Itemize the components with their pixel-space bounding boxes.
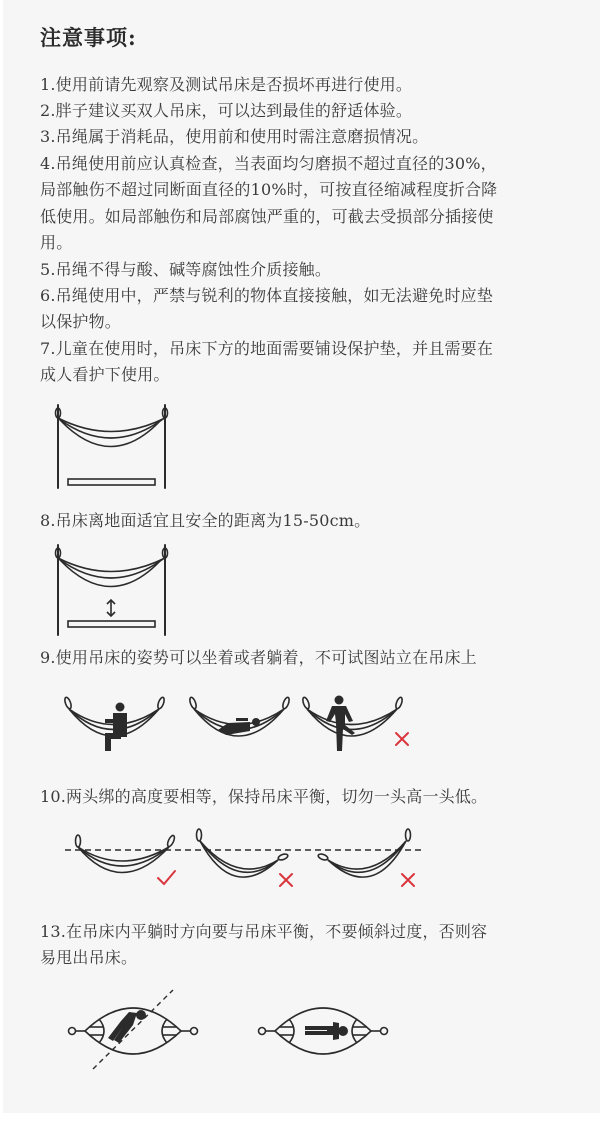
item-2-line-1: 2.胖子建议买双人吊床，可以达到最佳的舒适体验。 [40,101,413,120]
straight-lying-top-view-icon [259,1008,388,1054]
item-13-line-2: 易甩出吊床。 [40,948,138,967]
standing-in-hammock-icon [302,696,404,752]
item-9-line-1: 9.使用吊床的姿势可以坐着或者躺着，不可试图站立在吊床上 [40,648,477,667]
item-3-line-1: 3.吊绳属于消耗品，使用前和使用时需注意磨损情况。 [40,127,429,146]
item-4-line-4: 用。 [40,233,73,252]
vertical-double-arrow-icon [107,600,115,616]
item-7-line-2: 成人看护下使用。 [40,365,170,384]
hammock-postures-icon-row [63,695,423,760]
tilted-lying-top-view-icon [69,990,198,1069]
correct-mark-icon [158,871,175,884]
item-13-line-1: 13.在吊床内平躺时方向要与吊床平衡，不要倾斜过度，否则容 [40,922,488,941]
lying-in-hammock-icon [189,697,291,736]
item-10-line-1: 10.两头绑的高度要相等，保持吊床平衡，切勿一头高一头低。 [40,787,488,806]
item-5-line-1: 5.吊绳不得与酸、碱等腐蚀性介质接触。 [40,260,332,279]
hammock-ground-pad-icon [53,405,173,495]
left-high-hammock-icon [197,829,289,877]
item-4-line-2: 局部触伤不超过同断面直径的10%时，可按直径缩减程度折合降 [40,180,498,199]
item-4-line-3: 低使用。如局部触伤和局部腐蚀严重的，可截去受损部分插接使 [40,207,494,226]
sitting-in-hammock-icon [64,697,166,751]
right-high-hammock-icon [317,829,410,877]
item-8-line-1: 8.吊床离地面适宜且安全的距离为15-50cm。 [40,511,371,530]
item-6-line-2: 以保护物。 [40,312,122,331]
wrong-mark-icon [402,874,414,886]
hammock-balance-icon-row [63,830,433,895]
item-4-line-1: 4.吊绳使用前应认真检查，当表面均匀磨损不超过直径的30%， [40,154,497,173]
level-hammock-icon [76,835,176,873]
wrong-mark-icon [396,733,408,745]
item-7-line-1: 7.儿童在使用时，吊床下方的地面需要铺设保护垫，并且需要在 [40,339,494,358]
hammock-top-view-icon-row [63,985,383,1075]
instruction-page [3,0,600,1113]
item-1-line-1: 1.使用前请先观察及测试吊床是否损坏再进行使用。 [40,75,413,94]
wrong-mark-icon [280,874,292,886]
hammock-height-arrow-icon [53,545,173,640]
page-title: 注意事项: [40,25,137,50]
item-6-line-1: 6.吊绳使用中，严禁与锐利的物体直接接触，如无法避免时应垫 [40,286,494,305]
